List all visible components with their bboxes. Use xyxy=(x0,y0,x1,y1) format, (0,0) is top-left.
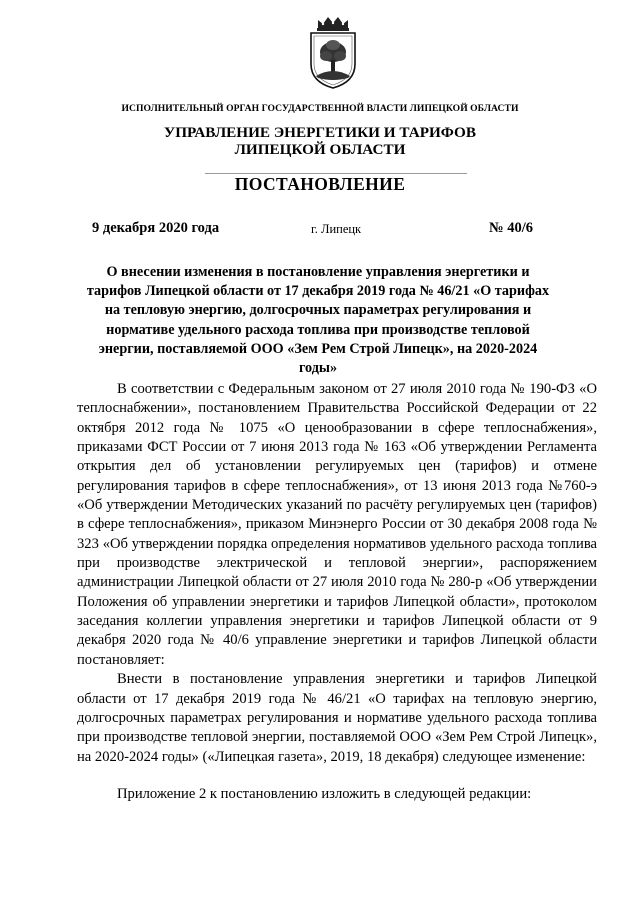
document-number: № 40/6 xyxy=(489,220,533,236)
department-line-2: ЛИПЕЦКОЙ ОБЛАСТИ xyxy=(234,141,406,158)
department-name xyxy=(0,124,640,158)
document-body xyxy=(77,380,597,804)
body-paragraph-2: Внести в постановление управления энергетики и тарифов Липецкой области от 17 декабря 2019 года № 46/21 «О тарифах на тепловую энергию, долгосрочных параметрах регулирования и нормативе удельного расхода топлива при производстве тепловой энергии, поставляемой ООО «Зем Рем Строй Липецк», на 2020-2024 годы» («Липецкая газета», 2019, 18 декабря) следующее изменение: xyxy=(77,671,597,765)
body-paragraph-3: Приложение 2 к постановлению изложить в следующей редакции: xyxy=(117,785,532,802)
document-date: 9 декабря 2020 года xyxy=(92,220,220,236)
document-title: О внесении изменения в постановление управления энергетики и тарифов Липецкой области от 17 декабря 2019 года № 46/21 «О тарифах на тепловую энергию, долгосрочных параметрах регулирования и нормативе удельного расхода топлива при производстве тепловой энергии, поставляемой ООО «Зем Рем Строй Липецк», на 2020-2024 годы» xyxy=(86,264,550,377)
body-paragraph-1: В соответствии с Федеральным законом от 27 июля 2010 года № 190-ФЗ «О теплоснабжении», постановлением Правительства Российской Федерации от 22 октября 2012 года № 1075 «О ценообразовании в сфере теплоснабжения», приказами ФСТ России от 7 июня 2013 года № 163 «Об утверждении Регламента открытия дел об установлении регулируемых цен (тарифов) и отмене регулирования тарифов в сфере теплоснабжения», от 13 июня 2013 года №760-э «Об утверждении Методических указаний по расчёту регулируемых цен (тарифов) в сфере теплоснабжения», приказом Минэнерго России от 30 декабря 2008 года № 323 «Об утверждении порядка определения нормативов удельного расхода топлива при производстве электрической и тепловой энергии», распоряжением администрации Липецкой области от 27 июля 2010 года № 280-р «Об утверждении Положения об управлении энергетики и тарифов Липецкой области», протоколом заседания коллегии управления энергетики и тарифов Липецкой области от 9 декабря 2020 года № 40/6 управление энергетики и тарифов Липецкой области постановляет: xyxy=(77,381,597,668)
document-type: ПОСТАНОВЛЕНИЕ xyxy=(234,174,406,194)
org-line: ИСПОЛНИТЕЛЬНЫЙ ОРГАН ГОСУДАРСТВЕННОЙ ВЛАСТИ ЛИПЕЦКОЙ ОБЛАСТИ xyxy=(121,103,519,114)
document-city: г. Липецк xyxy=(311,222,362,236)
department-line-1: УПРАВЛЕНИЕ ЭНЕРГЕТИКИ И ТАРИФОВ xyxy=(164,124,476,141)
coat-of-arms-icon xyxy=(304,14,362,90)
